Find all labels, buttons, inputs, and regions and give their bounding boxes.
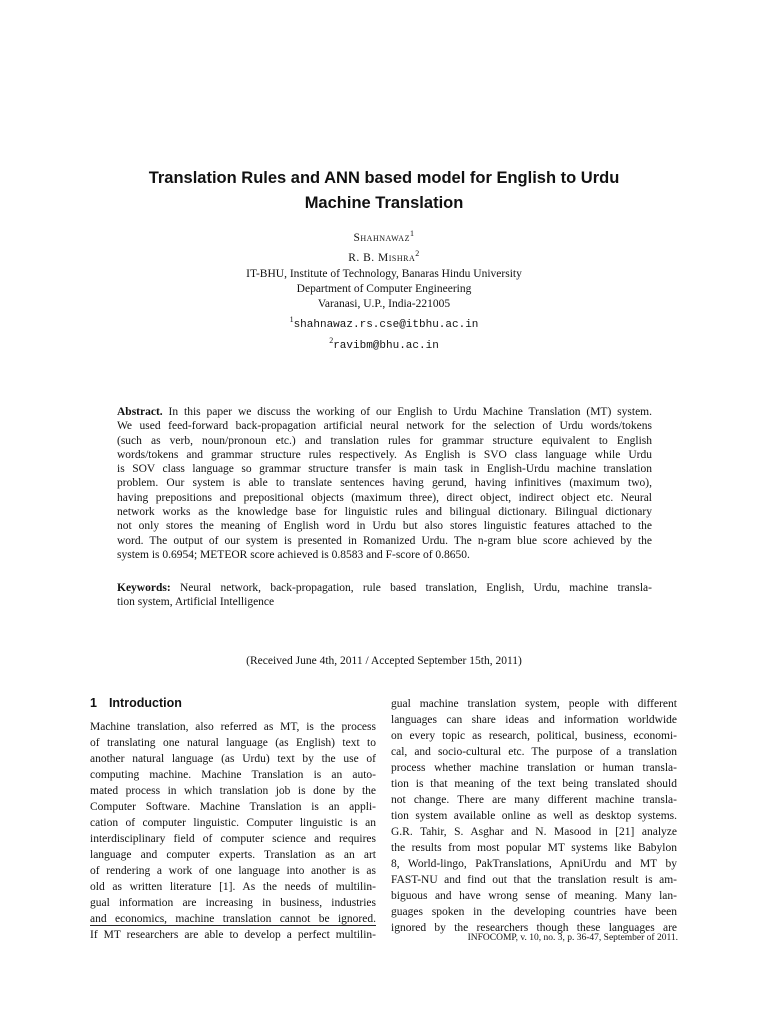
abstract-label: Abstract. xyxy=(117,406,163,418)
section-title: Introduction xyxy=(108,696,182,710)
body-line: If MT researchers are able to develop a perfect multilin- xyxy=(90,929,376,941)
body-line: mated process in which translation job is done by the xyxy=(90,785,376,797)
body-line: the results from most popular MT systems like Babylon xyxy=(391,842,677,854)
body-line: old as written literature [1]. As the needs of multilin- xyxy=(90,881,376,893)
abstract-line: We used feed-forward back-propagation artificial neural network for the selection of Urdu words/tokens xyxy=(117,420,652,433)
body-line: guages spoken in the developing countries have been xyxy=(391,906,677,918)
abstract-line: (such as verb, noun/pronoun etc.) and translation rules for grammar structure equivalent to English xyxy=(117,434,652,447)
body-line: cal, and socio-cultural etc. The purpose of a translation xyxy=(391,746,677,758)
abstract xyxy=(117,405,652,562)
footnote-rule xyxy=(90,925,376,926)
journal-footer: INFOCOMP, v. 10, no. 3, p. 36-47, September of 2011. xyxy=(467,933,678,943)
body-line: gual machine translation system, people with different xyxy=(391,698,677,710)
body-line: ignored by the researchers though these languages are xyxy=(391,922,677,934)
body-line: of translating one natural language (as English) text to xyxy=(90,737,376,749)
body-line: tion is that meaning of the text being translated should xyxy=(391,778,677,790)
body-line: interdisciplinary field of computer science and requires xyxy=(90,833,376,845)
author-1: Shahnawaz$^1$ xyxy=(353,229,415,244)
body-line: language and computer experts. Translation as an art xyxy=(90,849,376,861)
abstract-line: not only stores the meaning of English word in Urdu but also stores linguistic features attached to the xyxy=(117,520,652,533)
body-line: Computer Software. Machine Translation is an appli- xyxy=(90,801,376,813)
title-line-1: Translation Rules and ANN based model for English to Urdu xyxy=(148,169,620,187)
keywords-line: tion system, Artificial Intelligence xyxy=(117,596,275,609)
email-2[interactable]: $^2$ravibm@bhu.ac.in xyxy=(329,335,439,352)
section-heading xyxy=(90,696,182,710)
abstract-line: word. The output of our system is presented in Romanized Urdu. The n-gram blue score achieved by the xyxy=(117,534,652,547)
email-1[interactable]: $^1$shahnawaz.rs.cse@itbhu.ac.in xyxy=(289,315,479,331)
body-line: languages can share ideas and information worldwide xyxy=(391,714,677,726)
body-line: process whether machine translation or human transla- xyxy=(391,762,677,774)
abstract-line: having prepositions and prepositional objects (maximum three), direct object, indirect object etc. Neural xyxy=(117,491,652,504)
body-line: another natural language (as Urdu) text by the use of xyxy=(90,753,376,765)
body-line: tion system available online as well as desktop systems. xyxy=(391,810,677,822)
body-line: Machine translation, also referred as MT, is the process xyxy=(90,721,376,733)
department: Department of Computer Engineering xyxy=(296,283,472,295)
title-line-2: Machine Translation xyxy=(304,194,464,212)
keywords-label: Keywords: xyxy=(117,582,171,594)
body-line: FAST-NU and find out that the translation result is am- xyxy=(391,874,677,886)
keywords-line: Keywords: Neural network, back-propagation, rule based translation, English, Urdu, machine transla- xyxy=(117,582,652,594)
paper-title xyxy=(90,166,678,216)
left-column xyxy=(90,719,376,943)
keywords xyxy=(117,581,652,610)
body-line: on every topic as research, political, business, economi- xyxy=(391,730,677,742)
body-line: and economics, machine translation cannot be ignored. xyxy=(90,913,376,925)
affiliation xyxy=(0,267,768,354)
body-line: not change. There are many different machine transla- xyxy=(391,794,677,806)
location: Varanasi, U.P., India-221005 xyxy=(317,298,451,310)
received-dates: (Received June 4th, 2011 / Accepted September 15th, 2011) xyxy=(246,655,522,667)
author-2: R. B. Mishra$^2$ xyxy=(348,248,420,264)
abstract-line: Abstract. In this paper we discuss the working of our English to Urdu Machine Translation (MT) system. xyxy=(117,406,652,418)
body-line: 8, World-lingo, PakTranslations, ApniUrdu and MT by xyxy=(391,858,677,870)
body-line: computing machine. Machine Translation is an auto- xyxy=(90,769,376,781)
institute: IT-BHU, Institute of Technology, Banaras Hindu University xyxy=(246,268,522,280)
abstract-line: problem. Our system is able to translate sentences having gerund, having infinitives (maximum two), xyxy=(117,477,652,490)
body-line: biguous and have wrong sense of meaning. Many lan- xyxy=(391,890,677,902)
right-column xyxy=(391,696,677,936)
body-line: gual information are increasing in business, industries xyxy=(90,897,376,909)
abstract-line: words/tokens and grammar structure rules respectively. As English is SVO class language while Urdu xyxy=(117,448,652,461)
body-line: of rendering a work of one language into another is as xyxy=(90,865,376,877)
body-line: G.R. Tahir, S. Asghar and N. Masood in [21] analyze xyxy=(391,826,677,838)
abstract-line: is SOV class language so grammar structure transfer is main task in English-Urdu machine translation xyxy=(117,463,652,476)
abstract-line: network works as the knowledge base for linguistic rules and bilingual dictionary. Bilingual dictionary xyxy=(117,506,652,519)
body-line: cation of computer linguistic. Computer linguistic is an xyxy=(90,817,376,829)
section-number: 1 xyxy=(90,696,97,710)
abstract-line: system is 0.6954; METEOR score achieved is 0.8583 and F-score of 0.8650. xyxy=(117,548,470,561)
author-list xyxy=(0,226,768,266)
